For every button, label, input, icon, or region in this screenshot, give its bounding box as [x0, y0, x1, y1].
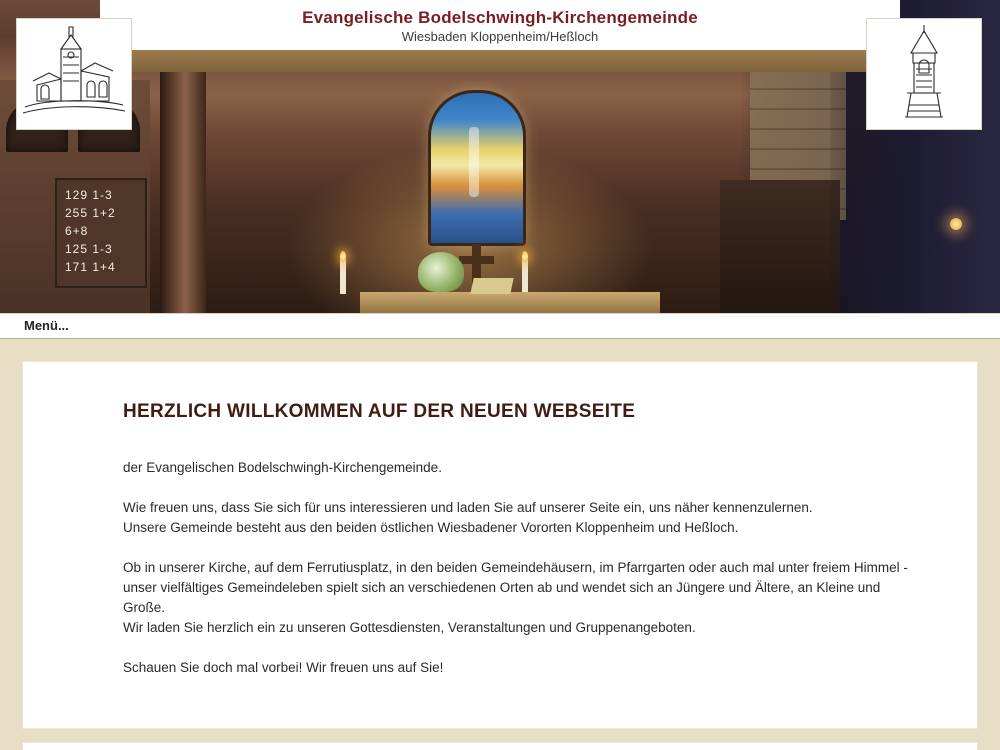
paragraph-line: Schauen Sie doch mal vorbei! Wir freuen uns auf Sie!	[123, 660, 444, 675]
content-area	[0, 339, 1000, 750]
welcome-card	[22, 361, 978, 729]
flower-arrangement	[418, 252, 464, 292]
welcome-heading: HERZLICH WILLKOMMEN AUF DER NEUEN WEBSEITE	[123, 401, 636, 422]
hymn-line: 6+8	[65, 224, 89, 238]
candle-icon	[340, 260, 346, 294]
logo-bell-tower-sketch[interactable]	[866, 18, 982, 130]
hymn-line: 171 1+4	[65, 260, 116, 274]
welcome-paragraph	[123, 658, 923, 678]
banner-accent-strip	[100, 50, 900, 72]
welcome-paragraph	[123, 458, 923, 478]
altar-table	[360, 292, 660, 313]
paragraph-line: Unsere Gemeinde besteht aus den beiden östlichen Wiesbadener Vororten Kloppenheim und Heßloch.	[123, 520, 739, 535]
logo-church-sketch[interactable]	[16, 18, 132, 130]
welcome-paragraph	[123, 558, 923, 638]
altar-area	[300, 120, 720, 313]
stained-glass-window-icon	[428, 90, 526, 246]
navigation-bar[interactable]	[0, 313, 1000, 339]
pulpit	[720, 180, 840, 313]
twisted-pillar	[160, 70, 206, 313]
site-title-banner	[100, 0, 900, 50]
hymn-line: 255 1+2	[65, 206, 116, 220]
candle-icon	[522, 260, 528, 294]
church-building-sketch-icon	[17, 19, 131, 129]
paragraph-line: Ob in unserer Kirche, auf dem Ferrutiusplatz, in den beiden Gemeindehäusern, im Pfarrgarten oder auch mal unter freiem Himmel - unser vielfältiges Gemeindeleben spielt sich an verschiedenen Orten ab und wendet sich an Jüngere und Ältere, an Kleine und Große.	[123, 560, 908, 615]
page-title: Evangelische Bodelschwingh-Kirchengemeinde	[302, 8, 698, 27]
menu-toggle-button[interactable]: Menü...	[24, 318, 69, 333]
paragraph-line: Wie freuen uns, dass Sie sich für uns interessieren und laden Sie auf unserer Seite ein, uns näher kennenzulernen.	[123, 500, 813, 515]
welcome-paragraph	[123, 498, 923, 538]
altar-book	[470, 278, 513, 294]
next-section-card-top	[22, 742, 978, 750]
hanging-lamp-icon	[950, 218, 962, 230]
bell-tower-sketch-icon	[867, 19, 981, 129]
hymn-line: 125 1-3	[65, 242, 113, 256]
hymn-number-board	[55, 178, 147, 288]
page-subtitle: Wiesbaden Kloppenheim/Heßloch	[401, 29, 599, 44]
paragraph-line: Wir laden Sie herzlich ein zu unseren Gottesdiensten, Veranstaltungen und Gruppenangeboten.	[123, 620, 696, 635]
hero-banner	[0, 0, 1000, 313]
hymn-line: 129 1-3	[65, 188, 113, 202]
paragraph-line: der Evangelischen Bodelschwingh-Kirchengemeinde.	[123, 460, 442, 475]
